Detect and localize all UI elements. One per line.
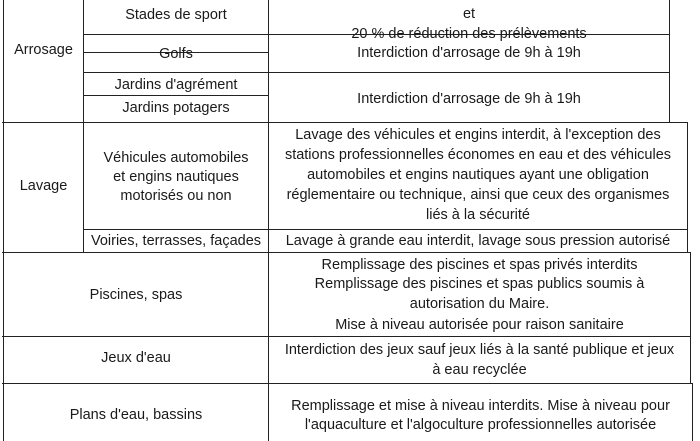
rule-golfs: Interdiction d'arrosage de 9h à 19h xyxy=(357,45,581,61)
category-arrosage: Arrosage xyxy=(14,42,73,58)
table-rule xyxy=(83,95,269,96)
table-rule xyxy=(83,229,687,230)
item-golfs: Golfs xyxy=(159,46,193,62)
rule-plans-line: l'aquaculture et l'algoculture professionnelles autorisée xyxy=(304,417,657,433)
table-rule xyxy=(2,122,687,123)
table-rule xyxy=(83,72,669,73)
table-rule xyxy=(3,0,4,441)
table-rule xyxy=(2,336,690,337)
rule-plans-line: Remplissage et mise à niveau interdits. Mise à niveau pour xyxy=(291,398,670,414)
rule-vehicules-line: liés à la sécurité xyxy=(426,207,530,223)
rule-piscines-line: Remplissage des piscines et spas privés interdits xyxy=(321,257,638,273)
rule-voiries: Lavage à grande eau interdit, lavage sous pression autorisé xyxy=(285,233,671,249)
table-rule xyxy=(2,383,692,384)
rule-piscines-line: autorisation du Maire. xyxy=(409,296,550,312)
table-rule xyxy=(692,383,693,441)
item-jardins-agrement: Jardins d'agrément xyxy=(114,77,238,93)
rule-stades-line: 20 % de réduction des prélèvements xyxy=(351,26,587,42)
rule-jeux-line: à eau recyclée xyxy=(432,362,527,378)
table-rule xyxy=(2,252,690,253)
rule-piscines-line: Mise à niveau autorisée pour raison sanitaire xyxy=(335,317,624,333)
rule-jardins: Interdiction d'arrosage de 9h à 19h xyxy=(357,91,581,107)
item-stades: Stades de sport xyxy=(125,7,227,23)
table-rule xyxy=(669,0,670,122)
rule-vehicules-line: réglementaire ou technique, ainsi que ceux des organismes xyxy=(286,187,670,203)
item-vehicules-line: Véhicules automobiles xyxy=(103,150,249,166)
rule-vehicules-line: automobiles et engins nautiques ayant une obligation xyxy=(307,167,649,183)
category-lavage: Lavage xyxy=(19,178,68,194)
category-plans: Plans d'eau, bassins xyxy=(69,407,203,423)
rule-vehicules-line: stations professionnelles économes en eau et des véhicules xyxy=(284,147,672,163)
table-rule xyxy=(83,0,84,252)
rule-stades-line: et xyxy=(462,6,476,22)
rule-vehicules-line: Lavage des véhicules et engins interdit, à l'exception des xyxy=(295,127,661,143)
item-jardins-potagers: Jardins potagers xyxy=(122,100,230,116)
category-jeux: Jeux d'eau xyxy=(101,350,171,366)
table-rule xyxy=(690,252,691,383)
category-piscines: Piscines, spas xyxy=(89,287,183,303)
table-rule xyxy=(687,122,688,252)
rule-piscines-line: Remplissage des piscines et spas publics soumis à xyxy=(314,276,645,292)
rule-jeux-line: Interdiction des jeux sauf jeux liés à la santé publique et jeux xyxy=(284,342,675,358)
item-vehicules-line: et engins nautiques xyxy=(113,169,239,185)
item-voiries: Voiries, terrasses, façades xyxy=(90,233,262,249)
item-vehicules-line: motorisés ou non xyxy=(120,188,232,204)
